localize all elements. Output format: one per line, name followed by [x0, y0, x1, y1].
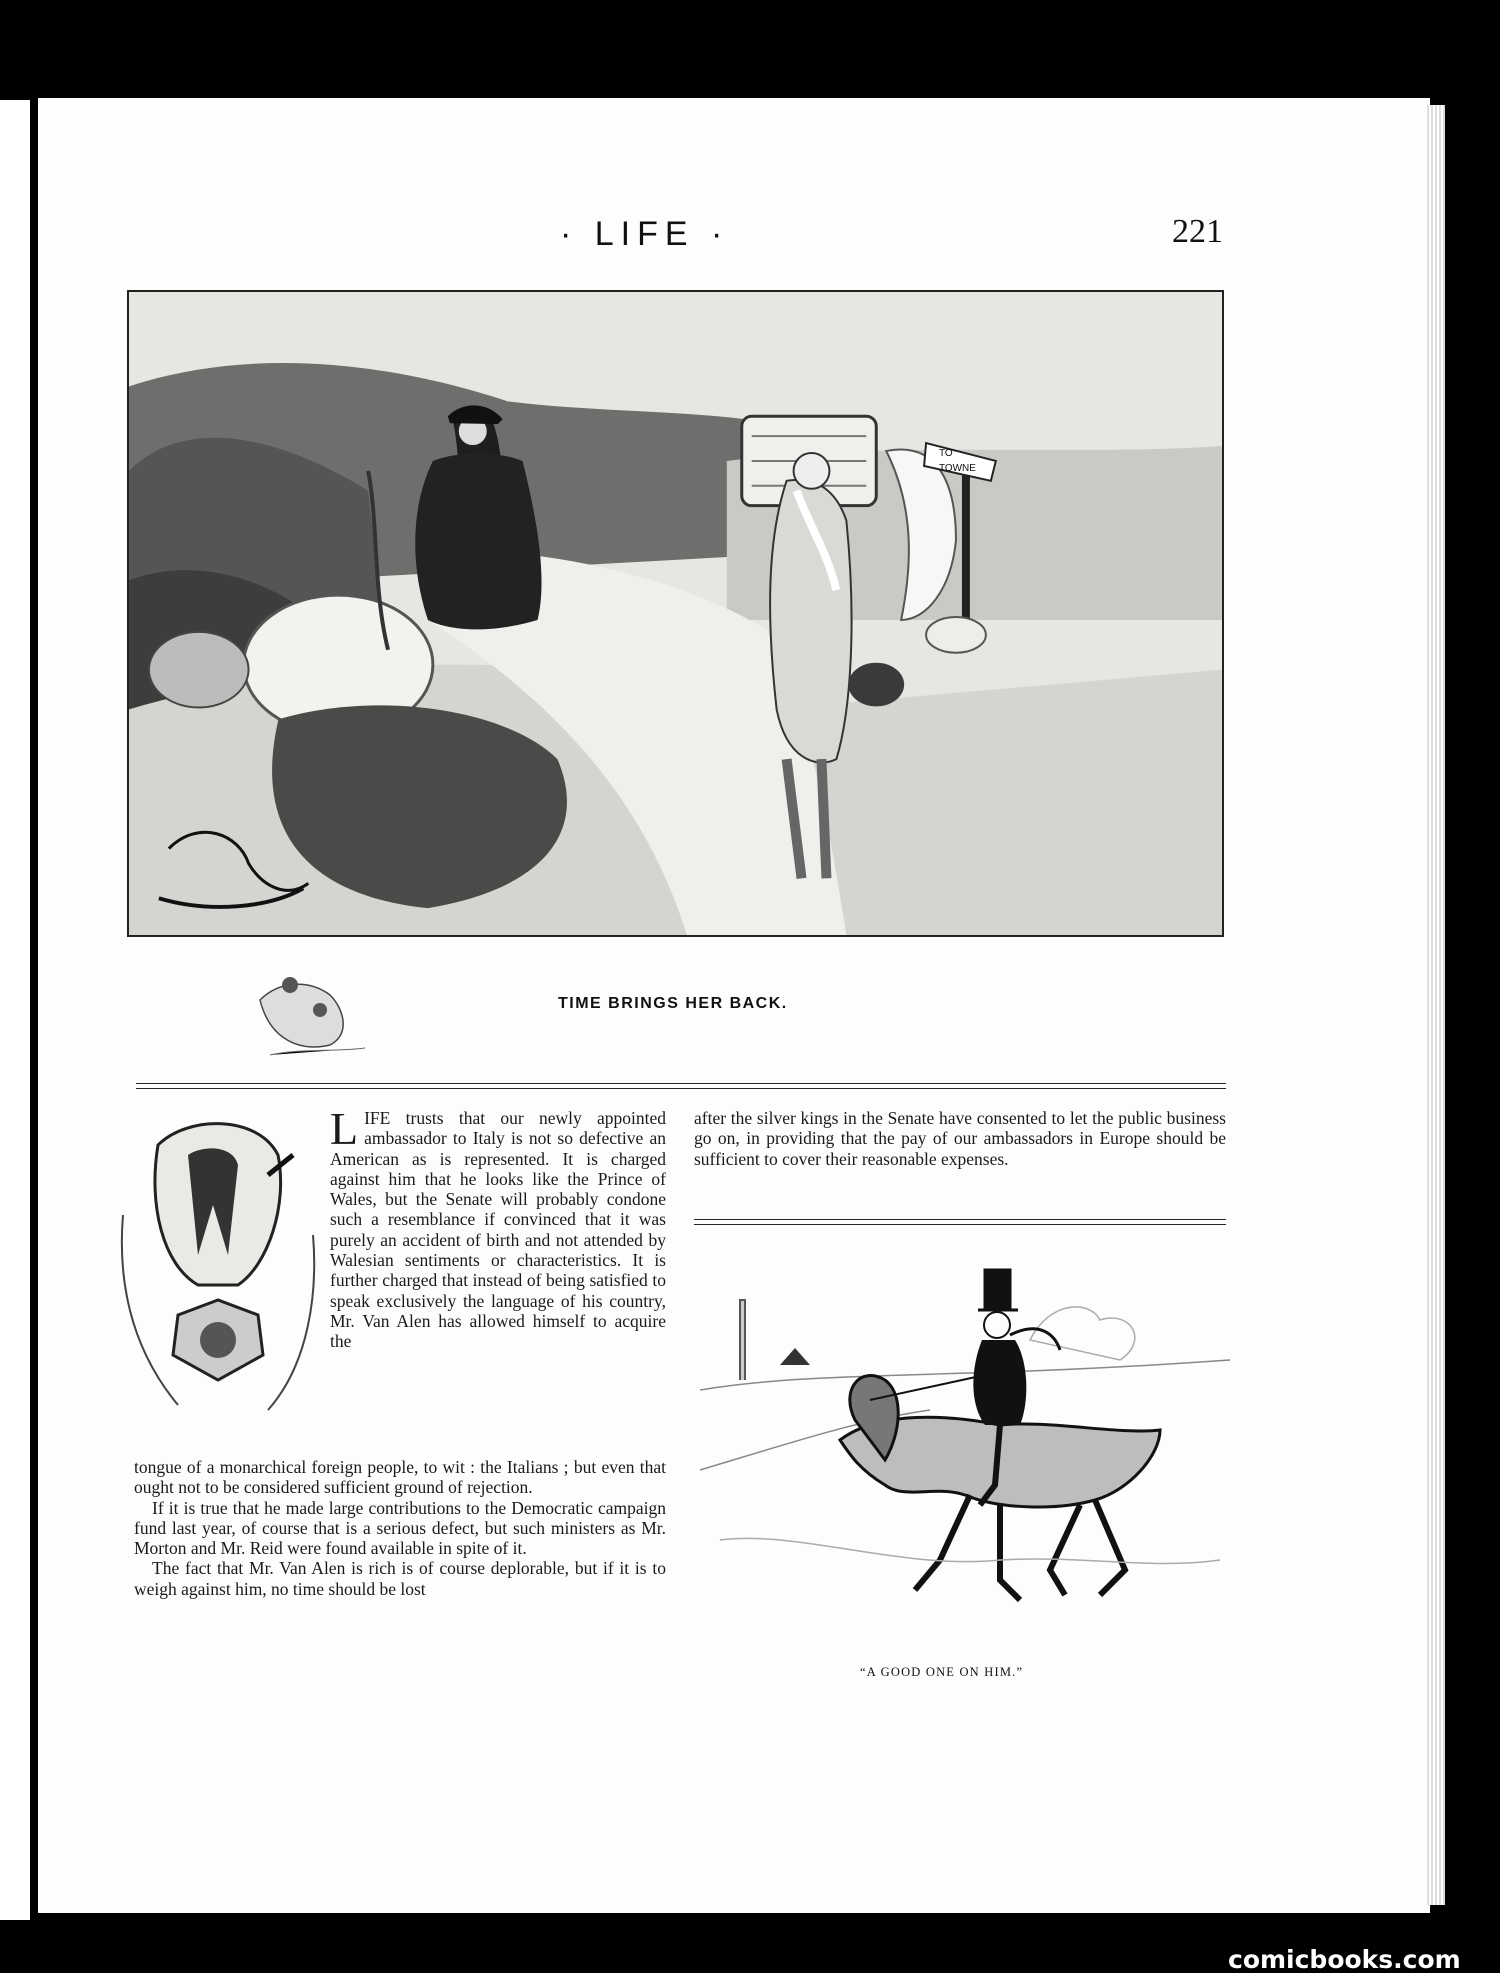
rider-cartoon-caption: “A GOOD ONE ON HIM.”: [860, 1665, 1024, 1679]
page-number: 221: [1172, 213, 1223, 250]
main-illustration: [127, 290, 1224, 937]
article-paragraph-2: If it is true that he made large contributions to the Democratic campaign fund last year, of course that is a serious defect, but such ministers as Mr. Morton and Mr. Reid were found available in spite of it.: [134, 1497, 666, 1559]
site-watermark: comicbooks.com: [1228, 1945, 1461, 1973]
column-divider: [694, 1219, 1226, 1225]
dropcap: L: [330, 1103, 359, 1154]
article-paragraph-3: The fact that Mr. Van Alen is rich is of course deplorable, but if it is to weigh against him, no time should be lost: [134, 1558, 666, 1599]
article-column-left-lower: [134, 1457, 666, 1599]
page-stack-edges: [1425, 105, 1445, 1905]
main-illustration-caption: TIME BRINGS HER BACK.: [558, 995, 788, 1012]
article-paragraph-1-continued: tongue of a monarchical foreign people, to wit : the Italians ; but even that ought not to be considered sufficient ground of rejection.: [134, 1457, 666, 1498]
sign-text-to: TO: [939, 447, 953, 459]
article-paragraph-1: IFE trusts that our newly appointed ambassador to Italy is not so defective an American as is represented. It is charged against him that he looks like the Prince of Wales, but the Senate will probably condone such a resemblance if convinced that it was purely an accident of birth and not attended by Walesian sentiments or characteristics. It is further charged that instead of being satisfied to speak exclusively the language of his country, Mr. Van Alen has allowed himself to acquire the: [330, 1108, 666, 1352]
section-divider: [136, 1083, 1226, 1089]
article-column-right: [694, 1108, 1226, 1169]
medal-illustration: [118, 1115, 318, 1415]
article-paragraph-3-continued: after the silver kings in the Senate have consented to let the public business go on, in providing that the pay of our ambassadors in Europe should be sufficient to cover their reasonable expenses.: [694, 1108, 1226, 1169]
sign-text-towne: TOWNE: [939, 462, 976, 474]
masthead: · LIFE ·: [560, 215, 730, 253]
facing-page-edge: [0, 100, 30, 1920]
rider-cartoon: [700, 1240, 1230, 1650]
article-column-left-upper: [330, 1103, 666, 1352]
vignette-drawing: [250, 940, 370, 1060]
